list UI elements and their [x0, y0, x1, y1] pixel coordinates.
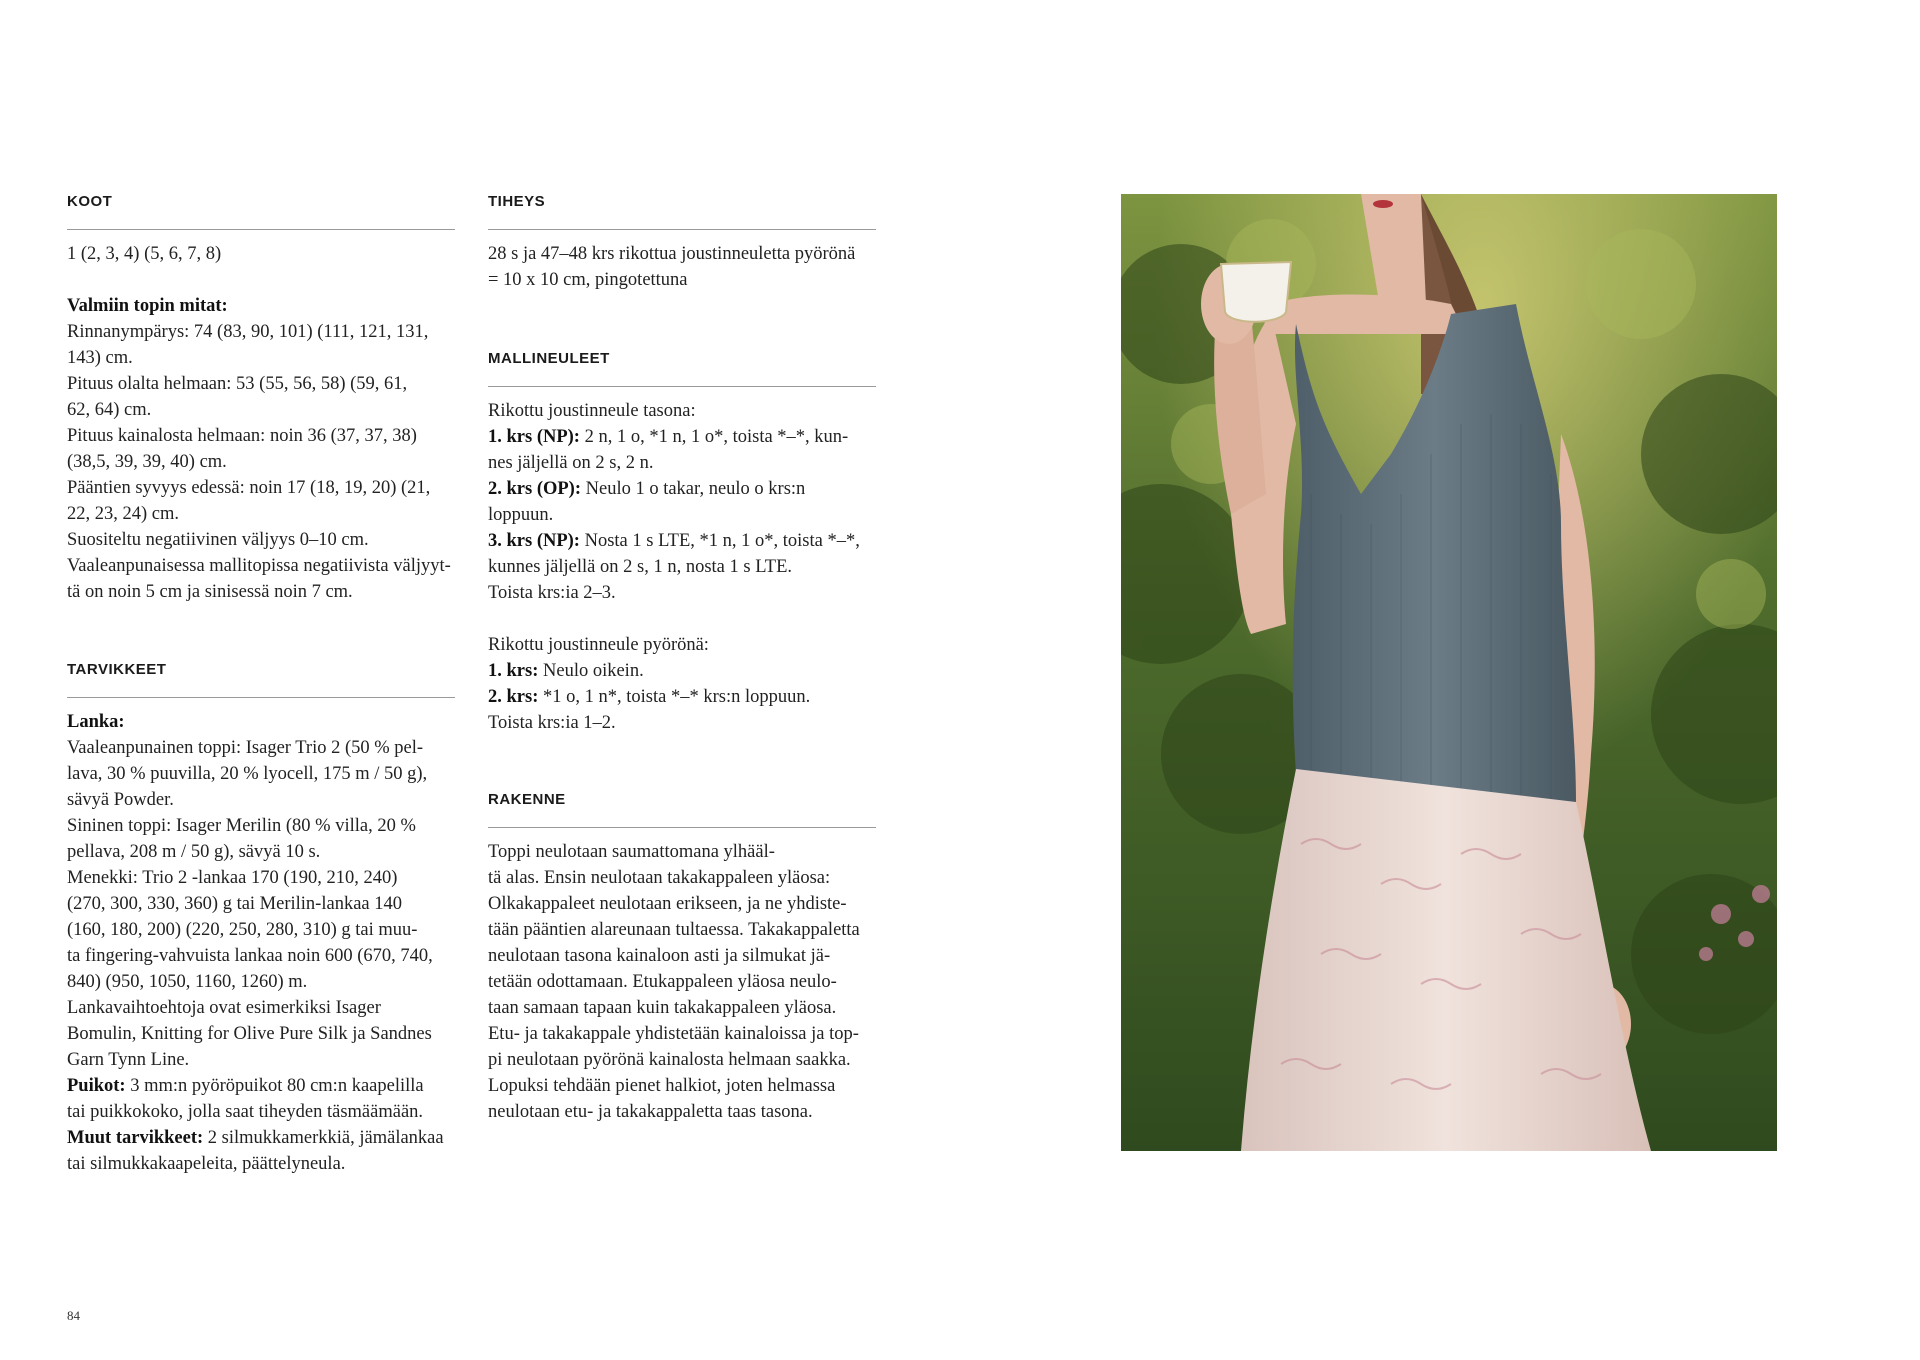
- row-2: [488, 476, 876, 502]
- muut-text: 2 silmukkamerkkiä, jämälankaa: [203, 1128, 444, 1148]
- round-row-2-text: *1 o, 1 n*, toista *–* krs:n loppuun.: [538, 687, 811, 707]
- rakenne-line: taan samaan tapaan kuin takakappaleen yläosa.: [488, 998, 837, 1018]
- lanka-line: lava, 30 % puuvilla, 20 % lyocell, 175 m / 50 g),: [67, 764, 428, 784]
- muut-line: [67, 1125, 455, 1151]
- row-1-cont: nes jäljellä on 2 s, 2 n.: [488, 453, 654, 473]
- measure-line: Pituus olalta helmaan: 53 (55, 56, 58) (59, 61,: [67, 374, 408, 394]
- rakenne-line: pi neulotaan pyörönä kainalosta helmaan saakka.: [488, 1050, 851, 1070]
- measure-line: Pääntien syvyys edessä: noin 17 (18, 19, 20) (21,: [67, 478, 431, 498]
- lanka-line: 840) (950, 1050, 1160, 1260) m.: [67, 972, 308, 992]
- measure-line: Rinnanympärys: 74 (83, 90, 101) (111, 121, 131,: [67, 322, 429, 342]
- measure-line: Suositeltu negatiivinen väljyys 0–10 cm.: [67, 530, 369, 550]
- round-row-2: [488, 684, 876, 710]
- rakenne-line: tä alas. Ensin neulotaan takakappaleen yläosa:: [488, 868, 831, 888]
- koot-body: [67, 241, 455, 605]
- row-1: [488, 424, 876, 450]
- rakenne-body: [488, 839, 876, 1125]
- lanka-line: Menekki: Trio 2 -lankaa 170 (190, 210, 240): [67, 868, 398, 888]
- flat-title: Rikottu joustinneule tasona:: [488, 401, 696, 421]
- rakenne-line: Olkakappaleet neulotaan erikseen, ja ne yhdiste-: [488, 894, 847, 914]
- puikot-label: Puikot:: [67, 1076, 126, 1096]
- rakenne-line: tään pääntien alareunaan tultaessa. Takakappaletta: [488, 920, 860, 940]
- sizes-line: 1 (2, 3, 4) (5, 6, 7, 8): [67, 244, 222, 264]
- lanka-line: ta fingering-vahvuista lankaa noin 600 (670, 740,: [67, 946, 433, 966]
- muut-line-2: tai silmukkakaapeleita, päättelyneula.: [67, 1154, 346, 1174]
- tiheys-line: 28 s ja 47–48 krs rikottua joustinneuletta pyörönä: [488, 244, 856, 264]
- lanka-line: Bomulin, Knitting for Olive Pure Silk ja Sandnes: [67, 1024, 432, 1044]
- muut-label: Muut tarvikkeet:: [67, 1128, 204, 1148]
- measure-line: Vaaleanpunaisessa mallitopissa negatiivista väljyyt-: [67, 556, 451, 576]
- tiheys-line: = 10 x 10 cm, pingotettuna: [488, 270, 688, 290]
- lanka-line: pellava, 208 m / 50 g), sävyä 10 s.: [67, 842, 321, 862]
- measure-line: 62, 64) cm.: [67, 400, 152, 420]
- round-row-2-label: 2. krs:: [488, 687, 539, 707]
- repeat-flat: Toista krs:ia 2–3.: [488, 583, 616, 603]
- tarvikkeet-body: [67, 709, 455, 1177]
- row-1-label: 1. krs (NP):: [488, 427, 580, 447]
- measure-line: 143) cm.: [67, 348, 133, 368]
- row-2-text: Neulo 1 o takar, neulo o krs:n: [581, 479, 806, 499]
- lanka-line: Lankavaihtoehtoja ovat esimerkiksi Isager: [67, 998, 381, 1018]
- row-3-text: Nosta 1 s LTE, *1 n, 1 o*, toista *–*,: [579, 531, 860, 551]
- round-row-1: [488, 658, 876, 684]
- lanka-line: sävyä Powder.: [67, 790, 174, 810]
- rakenne-line: neulotaan etu- ja takakappaletta taas tasona.: [488, 1102, 813, 1122]
- rakenne-line: Etu- ja takakappale yhdistetään kainaloissa ja top-: [488, 1024, 859, 1044]
- lanka-line: Vaaleanpunainen toppi: Isager Trio 2 (50 % pel-: [67, 738, 424, 758]
- puikot-line-2: tai puikkokoko, jolla saat tiheyden täsmäämään.: [67, 1102, 424, 1122]
- row-2-cont: loppuun.: [488, 505, 554, 525]
- measure-line: tä on noin 5 cm ja sinisessä noin 7 cm.: [67, 582, 353, 602]
- rakenne-line: Lopuksi tehdään pienet halkiot, joten helmassa: [488, 1076, 836, 1096]
- measure-line: (38,5, 39, 39, 40) cm.: [67, 452, 227, 472]
- row-3-label: 3. krs (NP):: [488, 531, 580, 551]
- lanka-line: (160, 180, 200) (220, 250, 280, 310) g tai muu-: [67, 920, 418, 940]
- section-heading-rakenne: RAKENNE: [488, 791, 876, 828]
- measures-title: Valmiin topin mitat:: [67, 296, 228, 316]
- tiheys-body: [488, 241, 876, 293]
- mallineuleet-body: [488, 398, 876, 736]
- puikot-text: 3 mm:n pyöröpuikot 80 cm:n kaapelilla: [125, 1076, 424, 1096]
- row-2-label: 2. krs (OP):: [488, 479, 581, 499]
- lanka-line: (270, 300, 330, 360) g tai Merilin-lankaa 140: [67, 894, 402, 914]
- lanka-line: Garn Tynn Line.: [67, 1050, 190, 1070]
- row-3: [488, 528, 876, 554]
- photo-woman-in-knitted-top: [1121, 194, 1777, 1151]
- round-title: Rikottu joustinneule pyörönä:: [488, 635, 709, 655]
- section-heading-koot: KOOT: [67, 193, 455, 230]
- section-heading-tiheys: TIHEYS: [488, 193, 876, 230]
- page-number: 84: [67, 1308, 80, 1323]
- rakenne-line: neulotaan tasona kainaloon asti ja silmukat jä-: [488, 946, 831, 966]
- puikot-line: [67, 1073, 455, 1099]
- row-3-cont: kunnes jäljellä on 2 s, 1 n, nosta 1 s LTE.: [488, 557, 793, 577]
- rakenne-line: Toppi neulotaan saumattomana ylhääl-: [488, 842, 775, 862]
- repeat-round: Toista krs:ia 1–2.: [488, 713, 616, 733]
- measure-line: Pituus kainalosta helmaan: noin 36 (37, 37, 38): [67, 426, 417, 446]
- section-heading-tarvikkeet: TARVIKKEET: [67, 661, 455, 698]
- lanka-line: Sininen toppi: Isager Merilin (80 % villa, 20 %: [67, 816, 416, 836]
- row-1-text: 2 n, 1 o, *1 n, 1 o*, toista *–*, kun-: [579, 427, 849, 447]
- measure-line: 22, 23, 24) cm.: [67, 504, 180, 524]
- round-row-1-text: Neulo oikein.: [538, 661, 644, 681]
- round-row-1-label: 1. krs:: [488, 661, 539, 681]
- lanka-title: Lanka:: [67, 712, 125, 732]
- rakenne-line: tetään odottamaan. Etukappaleen yläosa neulo-: [488, 972, 837, 992]
- section-heading-mallineuleet: MALLINEULEET: [488, 350, 876, 387]
